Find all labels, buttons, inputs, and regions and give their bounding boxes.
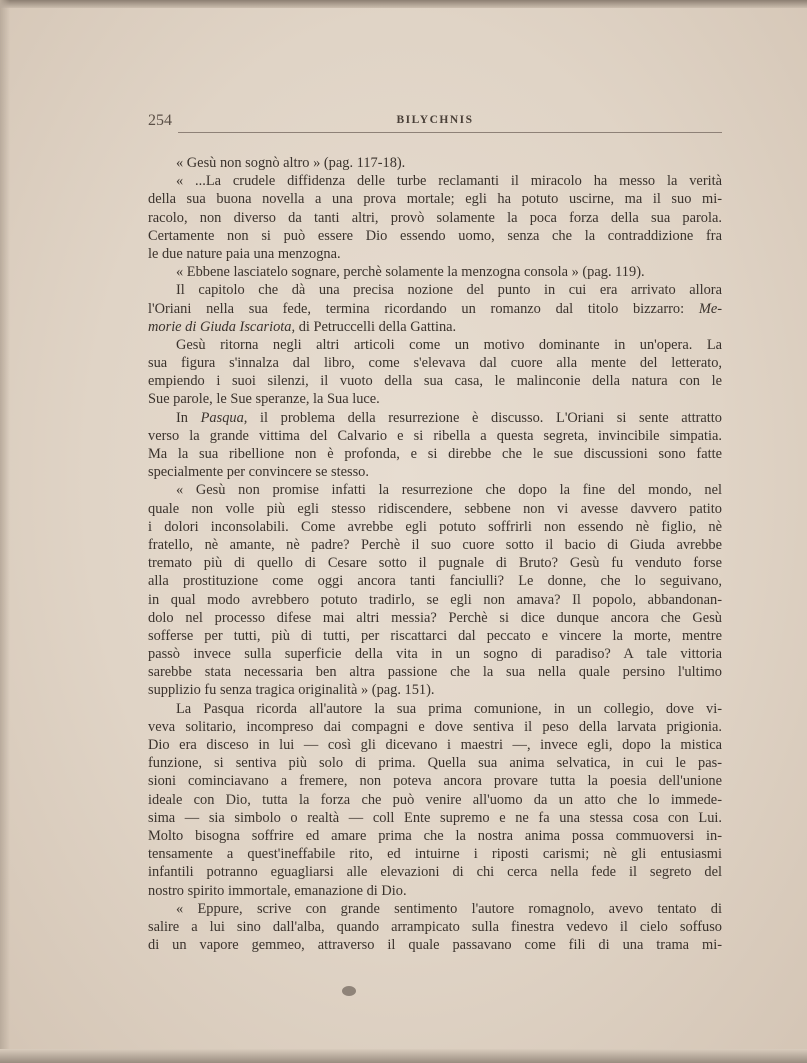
text-line <box>148 318 722 336</box>
line-text: verso la grande vittima del Calvario e si ribella a questa segreta, invincibile simpatia. <box>148 427 722 444</box>
line-text: Gesù ritorna negli altri articoli come un motivo dominante in un'opera. La <box>176 336 722 353</box>
text-line <box>148 518 722 536</box>
line-text: alla prostituzione come oggi ancora tanti fanciulli? Le donne, che lo seguivano, <box>148 573 722 590</box>
text-line <box>148 463 722 481</box>
page-top-edge <box>0 0 807 8</box>
ink-blot <box>342 986 356 996</box>
header-rule <box>178 132 722 133</box>
line-text: quale non volle più egli stesso ridiscendere, sebbene non vi avesse davvero patito <box>148 500 722 517</box>
line-text: salire a lui sino dall'alba, quando arrampicato sulla finestra vedevo il cielo soffuso <box>148 918 722 935</box>
text-line <box>148 245 722 263</box>
italic-text: Me- <box>698 300 722 317</box>
text-line <box>148 809 722 827</box>
paragraph <box>148 900 722 955</box>
text-line <box>148 427 722 445</box>
line-text: Molto bisogna soffrire ed amare prima che la nostra anima possa commuoversi in- <box>148 827 722 844</box>
line-text: le due nature paia una menzogna. <box>148 245 341 262</box>
text-line <box>148 354 722 372</box>
text-line <box>148 390 722 408</box>
text-line <box>148 536 722 554</box>
text-line <box>148 554 722 572</box>
text-line <box>148 718 722 736</box>
text-line <box>148 500 722 518</box>
paragraph <box>148 172 722 263</box>
text-line <box>148 627 722 645</box>
line-text: della sua buona novella a una prova mortale; egli ha potuto uscirne, ma il suo mi- <box>148 191 722 208</box>
line-text: Il capitolo che dà una precisa nozione del punto in cui era arrivato allora <box>176 282 722 299</box>
text-line <box>148 445 722 463</box>
text-line <box>148 772 722 790</box>
paragraph <box>148 481 722 699</box>
line-text: specialmente per convincere se stesso. <box>148 464 369 481</box>
line-text: veva solitario, incompreso dai compagni e dove sentiva il peso della larvata prigionia. <box>148 718 722 735</box>
text-line <box>148 281 722 299</box>
text-line <box>148 882 722 900</box>
line-text: fratello, nè amante, nè padre? Perchè il suo cuore sotto il bacio di Giuda avrebbe <box>148 536 722 553</box>
text-line <box>148 591 722 609</box>
text-line <box>148 172 722 190</box>
line-text: Ma la sua ribellione non è profonda, e si direbbe che le sue discussioni sono fatte <box>148 446 722 462</box>
text-line <box>148 827 722 845</box>
text-line <box>148 190 722 208</box>
line-text: nostro spirito immortale, emanazione di Dio. <box>148 882 407 899</box>
line-text: sua figura s'innalza dal libro, come s'elevava dal cuore alla mente del letterato, <box>148 355 722 372</box>
paragraph <box>148 263 722 281</box>
italic-text: morie di Giuda Iscariota, <box>148 318 296 335</box>
text-line <box>148 227 722 245</box>
text-line <box>148 700 722 718</box>
line-text: Certamente non si può essere Dio essendo uomo, senza che la contraddizione fra <box>148 227 722 244</box>
text-line <box>148 681 722 699</box>
line-text: La Pasqua ricorda all'autore la sua prima comunione, in un collegio, dove vi- <box>176 700 722 717</box>
text-line <box>148 336 722 354</box>
text-line <box>148 863 722 881</box>
line-text: il problema della resurrezione è discusso. L'Oriani si sente attratto <box>247 409 722 426</box>
text-line <box>148 918 722 936</box>
running-title: BILYCHNIS <box>396 114 474 126</box>
line-text: sioni cominciavano a fremere, non poteva ancora provare tutta la poesia dell'unione <box>148 773 722 790</box>
line-text: Sue parole, le Sue speranze, la Sua luce. <box>148 391 380 408</box>
paragraph <box>148 336 722 409</box>
line-text: passò invece sulla superficie della vita in un sogno di paradiso? A tale vittoria <box>148 646 722 663</box>
text-line <box>148 209 722 227</box>
text-line <box>148 300 722 318</box>
line-text: funzione, si sentiva più solo di prima. Quella sua anima selvatica, in cui le pas- <box>148 755 722 772</box>
text-line <box>148 263 722 281</box>
text-line <box>148 900 722 918</box>
italic-text: Pasqua, <box>200 409 248 426</box>
line-text: racolo, non diverso da tanti altri, provò solamente la poca forza della sua parola. <box>148 209 722 226</box>
line-text: sima — sia simbolo o realtà — coll Ente supremo e ne fa una stessa cosa con Lui. <box>148 809 722 826</box>
line-text: l'Oriani nella sua fede, termina ricordando un romanzo dal titolo bizzarro: <box>148 300 699 317</box>
page-left-edge <box>0 0 10 1063</box>
line-text: di un vapore gemmeo, attraverso il quale passavano come fili di una trama mi- <box>148 937 722 954</box>
paragraph <box>148 154 722 172</box>
line-text: Dio era disceso in lui — così gli dicevano i maestri —, invece egli, dopo la mistica <box>148 737 722 753</box>
line-text: « ...La crudele diffidenza delle turbe reclamanti il miracolo ha messo la verità <box>176 173 722 190</box>
text-line <box>148 154 722 172</box>
line-text: infantili potranno eguagliarsi alle elevazioni di chi cerca nella fede il segreto del <box>148 864 722 881</box>
line-text: empiendo i suoi silenzi, il vuoto della sua casa, le malinconie della natura con le <box>148 373 722 390</box>
text-line <box>148 845 722 863</box>
line-text: « Gesù non sognò altro » (pag. 117-18). <box>176 155 406 171</box>
text-line <box>148 609 722 627</box>
paragraph <box>148 700 722 900</box>
text-line <box>148 791 722 809</box>
text-line <box>148 645 722 663</box>
text-line <box>148 663 722 681</box>
line-text: sarebbe stata necessaria ben altra passione che la sua nella quale persino l'ultimo <box>148 664 722 681</box>
line-text: dolo nel processo difese mai altri messia? Perchè si dice dunque ancora che Gesù <box>148 609 722 626</box>
text-line <box>148 754 722 772</box>
page-header <box>148 110 722 130</box>
text-line <box>148 572 722 590</box>
line-text: In <box>176 409 201 426</box>
line-text: « Gesù non promise infatti la resurrezione che dopo la fine del mondo, nel <box>176 482 722 499</box>
text-line <box>148 409 722 427</box>
line-text: sofferse per tutti, più di tutti, per riscattarci dal peccato e vincere la morte, mentre <box>148 627 722 644</box>
text-line <box>148 372 722 390</box>
line-text: supplizio fu senza tragica originalità » (pag. 151). <box>148 682 435 699</box>
page-bottom-edge <box>0 1049 807 1063</box>
line-text: tensamente a quest'ineffabile rito, ed intuirne i riposti carismi; nè gli entusiasmi <box>148 846 722 863</box>
text-line <box>148 736 722 754</box>
line-text: di Petruccelli della Gattina. <box>295 318 457 335</box>
paragraph <box>148 281 722 336</box>
line-text: i dolori inconsolabili. Come avrebbe egli potuto soffrirli non essendo nè figlio, nè <box>148 518 722 535</box>
paragraph <box>148 409 722 482</box>
line-text: tremato più di quello di Cesare sotto il pugnale di Bruto? Gesù fu venduto forse <box>148 555 722 572</box>
page-number: 254 <box>148 112 172 129</box>
line-text: ideale con Dio, tutta la forza che può venire all'uomo da un atto che lo immede- <box>148 791 722 808</box>
line-text: in qual modo avrebbero potuto tradirlo, se egli non amava? Il popolo, abbandonan- <box>148 591 722 608</box>
body-text <box>148 154 722 954</box>
line-text: « Ebbene lasciatelo sognare, perchè solamente la menzogna consola » (pag. 119). <box>176 264 645 281</box>
line-text: « Eppure, scrive con grande sentimento l'autore romagnolo, avevo tentato di <box>176 900 722 917</box>
text-line <box>148 481 722 499</box>
text-line <box>148 936 722 954</box>
